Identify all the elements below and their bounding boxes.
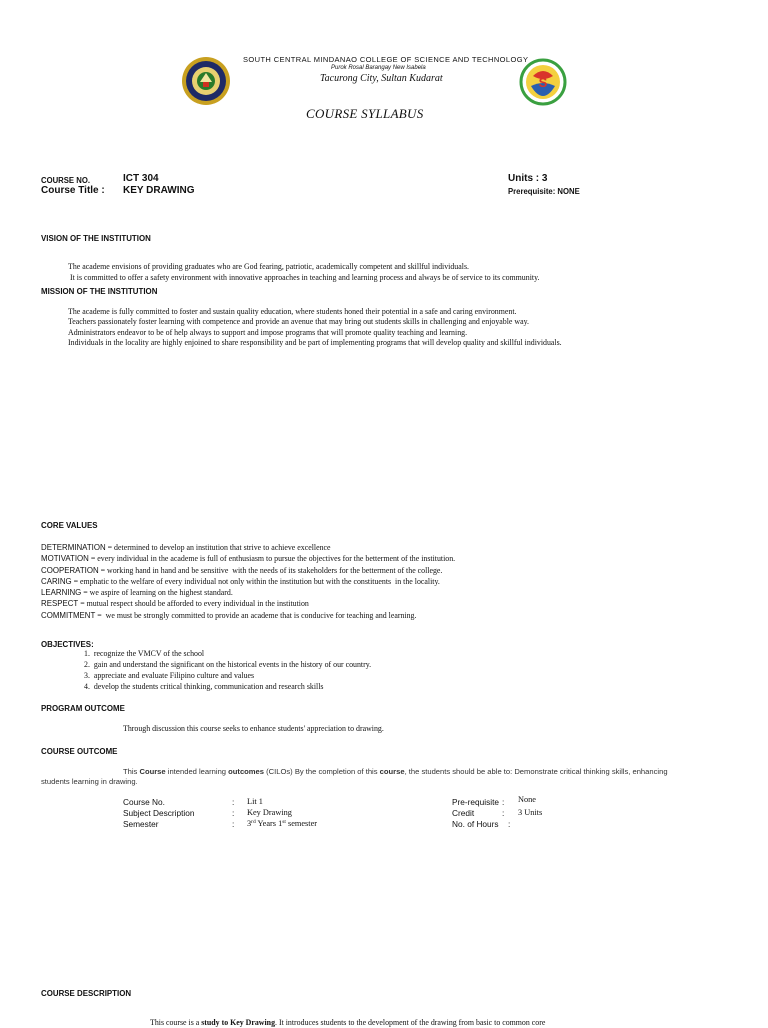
college-seal-logo — [181, 56, 231, 106]
objective-text: recognize the VMCV of the school — [93, 649, 205, 658]
info-subject-label: Subject Description — [123, 808, 195, 818]
program-outcome-text: Through discussion this course seeks to enhance students' appreciation to drawing. — [123, 724, 384, 733]
course-outcome-fragment: intended learning — [165, 767, 229, 776]
prerequisite: Prerequisite: NONE — [508, 186, 580, 196]
course-outcome-heading: COURSE OUTCOME — [41, 746, 118, 756]
semester-suffix: rd — [251, 819, 256, 825]
core-values-heading: CORE VALUES — [41, 520, 98, 530]
objective-item — [84, 648, 711, 659]
core-value-item — [41, 610, 725, 621]
info-colon: : — [502, 797, 505, 807]
course-outcome-text — [41, 767, 741, 786]
info-colon: : — [232, 808, 235, 818]
core-value-term: MOTIVATION — [41, 553, 89, 564]
semester-suffix: st — [282, 819, 286, 825]
semester-year: 3 — [247, 819, 252, 828]
units-value: 3 — [541, 173, 548, 184]
college-address: Purok Rosal Barangay New Isabela — [331, 65, 426, 71]
course-outcome-line — [41, 767, 741, 777]
core-value-def: = determined to develop an institution that strive to achieve excellence — [105, 543, 331, 552]
vision-line: The academe envisions of providing graduates who are God fearing, patriotic, academically competent and skillful individuals. — [68, 262, 469, 272]
objective-number: 3. — [84, 671, 90, 680]
college-name: SOUTH CENTRAL MINDANAO COLLEGE OF SCIENCE AND TECHNOLOGY — [243, 55, 529, 64]
info-credit-label: Credit — [452, 808, 475, 818]
mission-line: Administrators endeavor to be of help always to support and impose programs that will promote quality teaching and learning. — [68, 327, 468, 337]
core-value-def: = we aspire of learning on the highest standard. — [81, 588, 233, 598]
info-prereq-label: Pre-requisite — [452, 797, 500, 807]
course-outcome-line: students learning in drawing. — [41, 776, 138, 786]
core-value-def: = mutual respect should be afforded to every individual in the institution — [78, 599, 309, 609]
info-colon: : — [232, 797, 235, 807]
course-description-fragment: . It introduces students to the development of the drawing from basic to common core — [275, 1018, 546, 1027]
objective-text: appreciate and evaluate Filipino culture and values — [93, 671, 255, 680]
core-value-term: DETERMINATION — [41, 542, 106, 552]
vision-text — [68, 252, 752, 283]
info-course-no-label: Course No. — [123, 797, 165, 807]
course-no-value: ICT 304 — [123, 173, 159, 184]
mission-heading: MISSION OF THE INSTITUTION — [41, 286, 158, 296]
course-description-text — [150, 1018, 545, 1028]
core-value-term: COMMITMENT — [41, 609, 96, 620]
mission-line: The academe is fully committed to foster and sustain quality education, where students honed their potential in a safe and caring environment. — [68, 307, 517, 316]
info-colon: : — [502, 808, 505, 818]
info-course-no-value: Lit 1 — [247, 797, 263, 806]
info-table — [123, 797, 643, 837]
core-value-item — [41, 598, 725, 609]
core-value-term: RESPECT — [41, 598, 79, 609]
course-outcome-bold: outcomes — [228, 767, 265, 776]
objective-text: gain and understand the significant on the historical events in the history of our country. — [93, 660, 372, 669]
course-description-heading: COURSE DESCRIPTION — [41, 988, 132, 998]
objective-item — [84, 670, 711, 681]
info-subject-value: Key Drawing — [247, 808, 292, 817]
document-title: COURSE SYLLABUS — [306, 106, 424, 121]
core-values-list — [41, 542, 725, 621]
objective-text: develop the students critical thinking, communication and research skills — [93, 682, 324, 691]
objective-item — [84, 659, 711, 670]
vision-line: It is committed to offer a safety environment with innovative approaches in teaching and learning process and always be of service to its community. — [68, 272, 540, 282]
course-outcome-bold: Course — [139, 767, 166, 776]
info-prereq-value: None — [518, 795, 536, 804]
course-description-fragment: This course is a — [150, 1018, 202, 1027]
course-outcome-fragment: , the students should be able to: Demonstrate critical thinking skills, enhancing — [404, 767, 668, 776]
info-credit-value: 3 Units — [518, 808, 543, 817]
info-semester-value — [247, 819, 317, 828]
core-value-def: = we must be strongly committed to provide an academe that is conducive for teaching and learning. — [95, 610, 417, 620]
mission-line: Individuals in the locality are highly enjoined to share responsibility and be part of implementing programs that will develop quality and skillful individuals. — [68, 338, 562, 348]
info-colon: : — [232, 819, 235, 829]
core-value-item — [41, 553, 725, 564]
core-value-term: LEARNING — [41, 587, 82, 598]
info-colon: : — [508, 819, 511, 829]
units-label: Units : — [508, 173, 540, 184]
mission-line: Teachers passionately foster learning with competence and provide an avenue that may bring out students skills in challenging and enjoyable way. — [68, 317, 530, 327]
mission-text — [68, 307, 752, 349]
objective-number: 2. — [84, 660, 90, 669]
core-value-term: COOPERATION — [41, 564, 99, 575]
scmcst-logo — [519, 58, 567, 106]
core-value-def: = every individual in the academe is full of enthusiasm to pursue the objectives for the betterment of the institution. — [88, 554, 456, 564]
core-value-item — [41, 576, 725, 587]
objectives-list — [84, 648, 711, 692]
vision-heading: VISION OF THE INSTITUTION — [41, 233, 151, 243]
core-value-item — [41, 587, 725, 598]
core-value-term: CARING — [41, 575, 72, 586]
college-city: Tacurong City, Sultan Kudarat — [320, 73, 443, 84]
course-no-label: COURSE NO. — [41, 175, 90, 185]
objective-item — [84, 681, 711, 692]
objective-number: 4. — [84, 682, 90, 691]
course-title-value: KEY DRAWING — [123, 185, 195, 196]
program-outcome-heading: PROGRAM OUTCOME — [41, 703, 125, 713]
semester-text: semester — [285, 819, 318, 828]
semester-text: Years 1 — [255, 819, 283, 828]
units — [508, 173, 547, 184]
core-value-def: = working hand in hand and be sensitive with the needs of its stakeholders for the betterment of the college. — [98, 565, 443, 575]
course-outcome-fragment: (CILOs) By the completion of this — [264, 767, 380, 776]
objectives-heading: OBJECTIVES: — [41, 639, 94, 649]
course-description-bold: study to Key Drawing — [201, 1018, 276, 1027]
svg-text:S: S — [538, 75, 548, 90]
core-value-item — [41, 565, 725, 576]
course-outcome-fragment: This — [123, 767, 140, 776]
course-outcome-bold: course — [379, 767, 405, 776]
objective-number: 1. — [84, 649, 90, 658]
core-value-item — [41, 542, 725, 553]
info-semester-label: Semester — [123, 819, 159, 829]
course-title-label: Course Title : — [41, 185, 105, 196]
info-hours-label: No. of Hours — [452, 819, 499, 829]
core-value-def: = emphatic to the welfare of every individual not only within the institution but with the constituents in the locality. — [71, 576, 440, 586]
